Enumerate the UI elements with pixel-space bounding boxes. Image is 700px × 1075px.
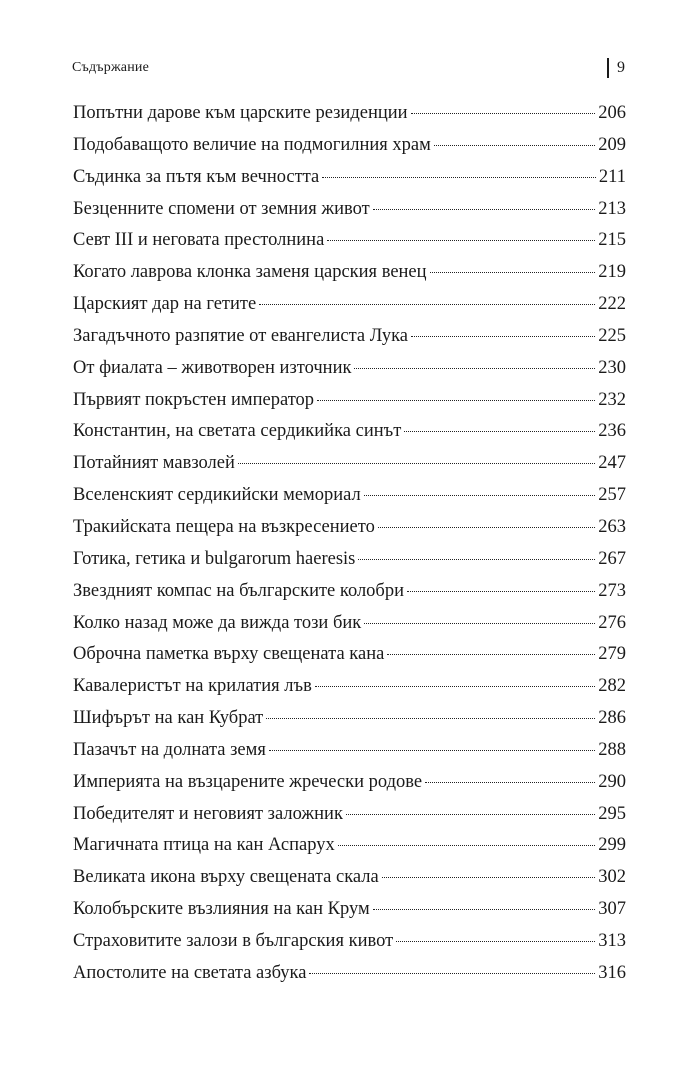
toc-entry [73, 862, 626, 894]
toc-entry-page: 247 [598, 453, 626, 474]
dot-leader [411, 113, 596, 114]
toc-entry-title: Севт III и неговата престолнина [73, 230, 325, 251]
dot-leader [238, 463, 595, 464]
dot-leader [430, 272, 596, 273]
toc-entry [73, 799, 626, 831]
dot-leader [338, 845, 595, 846]
toc-entry-title: Империята на възцарените жречески родове [73, 771, 423, 792]
running-head-divider [607, 58, 609, 78]
toc-entry-page: 230 [598, 357, 626, 378]
dot-leader [425, 782, 595, 783]
toc-entry-title: Колобърските възлияния на кан Крум [73, 899, 370, 920]
toc-entry-title: Оброчна паметка върху свещената кана [73, 644, 385, 665]
dot-leader [382, 877, 596, 878]
toc-entry-page: 209 [598, 134, 626, 155]
page-number: 9 [617, 59, 625, 76]
toc-entry-page: 302 [598, 867, 626, 888]
dot-leader [317, 400, 595, 401]
toc-entry-title: От фиалата – животворен източник [73, 357, 352, 378]
toc-entry-title: Пазачът на долната земя [73, 739, 266, 760]
toc-entry-page: 313 [598, 930, 626, 951]
toc-entry-title: Попътни дарове към царските резиденции [73, 103, 408, 123]
toc-entry-page: 225 [598, 325, 626, 346]
toc-entry [73, 767, 626, 799]
toc-entry-page: 316 [598, 962, 626, 983]
toc-entry [73, 194, 626, 226]
dot-leader [378, 527, 595, 528]
toc-entry [73, 830, 626, 862]
toc-entry-page: 286 [598, 708, 626, 729]
toc-entry [73, 225, 626, 257]
toc-entry [73, 958, 626, 990]
toc-entry-title: Колко назад може да вижда този бик [73, 612, 362, 633]
dot-leader [411, 336, 595, 337]
toc-entry-page: 299 [598, 835, 626, 856]
toc-entry [73, 98, 626, 130]
toc-entry-title: Загадъчното разпятие от евангелиста Лука [73, 325, 409, 346]
toc-entry-page: 276 [598, 612, 626, 633]
toc-entry [73, 608, 626, 640]
dot-leader [407, 591, 595, 592]
toc-entry [73, 353, 626, 385]
dot-leader [259, 304, 595, 305]
toc-entry [73, 703, 626, 735]
toc-entry-page: 282 [598, 676, 626, 697]
dot-leader [322, 177, 596, 178]
running-title: Съдържание [72, 60, 150, 75]
toc-entry-page: 211 [598, 166, 626, 187]
dot-leader [387, 654, 595, 655]
toc-entry-page: 215 [598, 230, 626, 251]
toc-entry-page: 206 [598, 103, 626, 123]
dot-leader [373, 909, 596, 910]
toc-entry-title: Апостолите на светата азбука [73, 962, 307, 983]
dot-leader [364, 495, 595, 496]
toc-entry [73, 926, 626, 958]
toc-entry-title: Великата икона върху свещената скала [73, 867, 379, 888]
toc-entry [73, 544, 626, 576]
toc-entry [73, 735, 626, 767]
toc-entry [73, 894, 626, 926]
toc-entry-title: Кавалеристът на крилатия лъв [73, 676, 312, 697]
toc-entry-page: 213 [598, 198, 626, 219]
toc-entry-page: 232 [598, 389, 626, 410]
toc-entry-title: Вселенският сердикийски мемориал [73, 485, 361, 506]
toc-entry-page: 288 [598, 739, 626, 760]
dot-leader [396, 941, 595, 942]
toc-entry [73, 289, 626, 321]
toc-entry-page: 257 [598, 485, 626, 506]
toc-entry-title: Страховитите залози в българския кивот [73, 930, 394, 951]
dot-leader [327, 240, 595, 241]
toc-entry-page: 236 [598, 421, 626, 442]
dot-leader [266, 718, 595, 719]
dot-leader [315, 686, 595, 687]
table-of-contents [73, 98, 626, 990]
toc-entry-title: Магичната птица на кан Аспарух [73, 835, 335, 856]
dot-leader [309, 973, 595, 974]
toc-entry-title: Готика, гетика и bulgarorum haeresis [73, 548, 356, 569]
dot-leader [434, 145, 595, 146]
toc-entry [73, 576, 626, 608]
toc-entry-title: Подобаващото величие на подмогилния храм [73, 134, 431, 155]
toc-entry-page: 222 [598, 294, 626, 315]
toc-entry-page: 263 [598, 516, 626, 537]
toc-entry-title: Константин, на светата сердикийка синът [73, 421, 402, 442]
dot-leader [373, 209, 596, 210]
dot-leader [346, 814, 595, 815]
toc-entry [73, 480, 626, 512]
toc-entry [73, 448, 626, 480]
toc-entry [73, 512, 626, 544]
dot-leader [269, 750, 595, 751]
toc-entry [73, 639, 626, 671]
toc-entry-title: Когато лаврова клонка заменя царския венец [73, 262, 427, 283]
dot-leader [364, 623, 595, 624]
toc-entry-page: 273 [598, 580, 626, 601]
dot-leader [404, 431, 595, 432]
toc-entry-title: Потайният мавзолей [73, 453, 235, 474]
toc-entry-title: Първият покръстен император [73, 389, 315, 410]
toc-entry-title: Победителят и неговият заложник [73, 803, 343, 824]
toc-entry [73, 162, 626, 194]
toc-entry [73, 257, 626, 289]
toc-entry-page: 295 [598, 803, 626, 824]
dot-leader [354, 368, 595, 369]
toc-entry [73, 130, 626, 162]
toc-entry-page: 279 [598, 644, 626, 665]
toc-entry [73, 321, 626, 353]
toc-entry-title: Шифърът на кан Кубрат [73, 708, 264, 729]
toc-entry-page: 267 [598, 548, 626, 569]
toc-entry-title: Царският дар на гетите [73, 294, 257, 315]
toc-entry-page: 219 [598, 262, 626, 283]
running-head [72, 58, 628, 80]
toc-entry-title: Безценните спомени от земния живот [73, 198, 370, 219]
dot-leader [358, 559, 595, 560]
toc-entry-title: Звездният компас на българските колобри [73, 580, 404, 601]
toc-entry-title: Съдинка за пътя към вечността [73, 166, 320, 187]
toc-entry-page: 290 [598, 771, 626, 792]
toc-entry-page: 307 [598, 899, 626, 920]
toc-entry [73, 385, 626, 417]
toc-entry [73, 671, 626, 703]
toc-entry [73, 416, 626, 448]
toc-entry-title: Тракийската пещера на възкресението [73, 516, 375, 537]
